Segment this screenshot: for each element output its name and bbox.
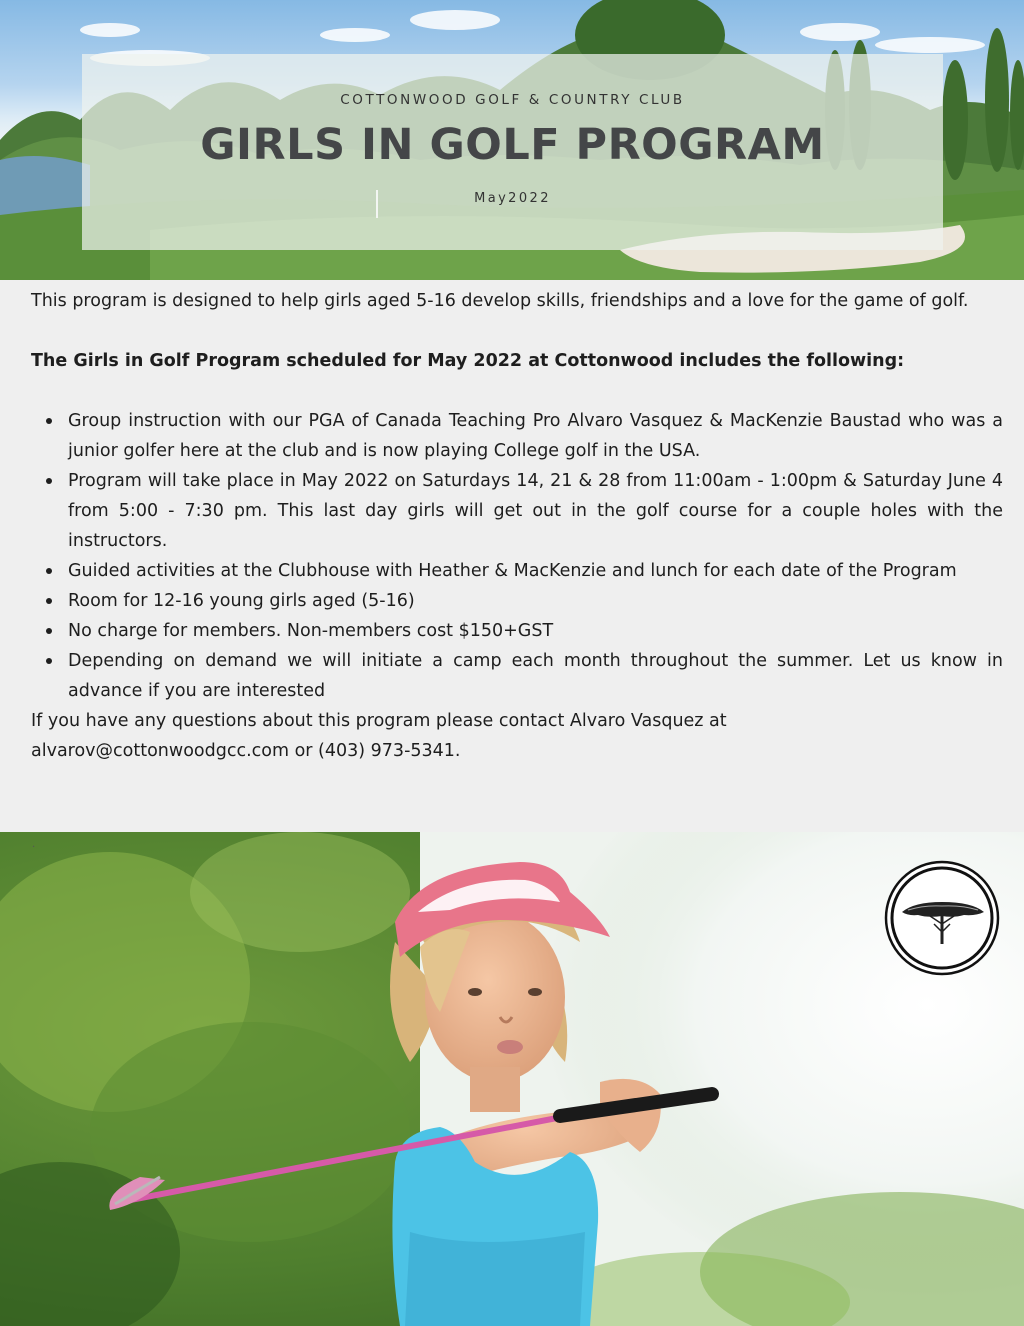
contact-info: If you have any questions about this program please contact Alvaro Vasquez at alvarov@cottonwoodgcc.com or (403) 973-5341. — [31, 711, 727, 761]
list-item: Depending on demand we will initiate a camp each month throughout the summer. Let us know in advance if you are interested — [68, 646, 1003, 706]
club-name: COTTONWOOD GOLF & COUNTRY CLUB — [340, 92, 685, 108]
intro-paragraph: This program is designed to help girls aged 5-16 develop skills, friendships and a love for the game of golf. — [31, 291, 969, 311]
includes-heading: The Girls in Golf Program scheduled for May 2022 at Cottonwood includes the following: — [31, 351, 905, 371]
program-description — [31, 286, 1003, 766]
program-date: May2022 — [474, 191, 551, 206]
girl-golfer-photo — [0, 832, 1024, 1326]
list-item: Group instruction with our PGA of Canada Teaching Pro Alvaro Vasquez & MacKenzie Baustad who was a junior golfer here at the club and is now playing College golf in the USA. — [68, 406, 1003, 466]
stray-dot: . — [32, 839, 36, 850]
list-item: Room for 12-16 young girls aged (5-16) — [68, 586, 1003, 616]
title-panel — [82, 54, 943, 250]
page-title: GIRLS IN GOLF PROGRAM — [200, 120, 825, 170]
list-item: Program will take place in May 2022 on Saturdays 14, 21 & 28 from 11:00am - 1:00pm & Saturday June 4 from 5:00 - 7:30 pm. This last day girls will get out in the golf course for a couple holes with the instructors. — [68, 466, 1003, 556]
list-item: No charge for members. Non-members cost $150+GST — [68, 616, 1003, 646]
feature-list — [31, 406, 1003, 706]
list-item: Guided activities at the Clubhouse with Heather & MacKenzie and lunch for each date of the Program — [68, 556, 1003, 586]
girl-golfer-image — [0, 832, 1024, 1326]
club-logo — [884, 860, 1000, 976]
hero-banner — [0, 0, 1024, 280]
tree-logo-icon — [884, 860, 1000, 976]
